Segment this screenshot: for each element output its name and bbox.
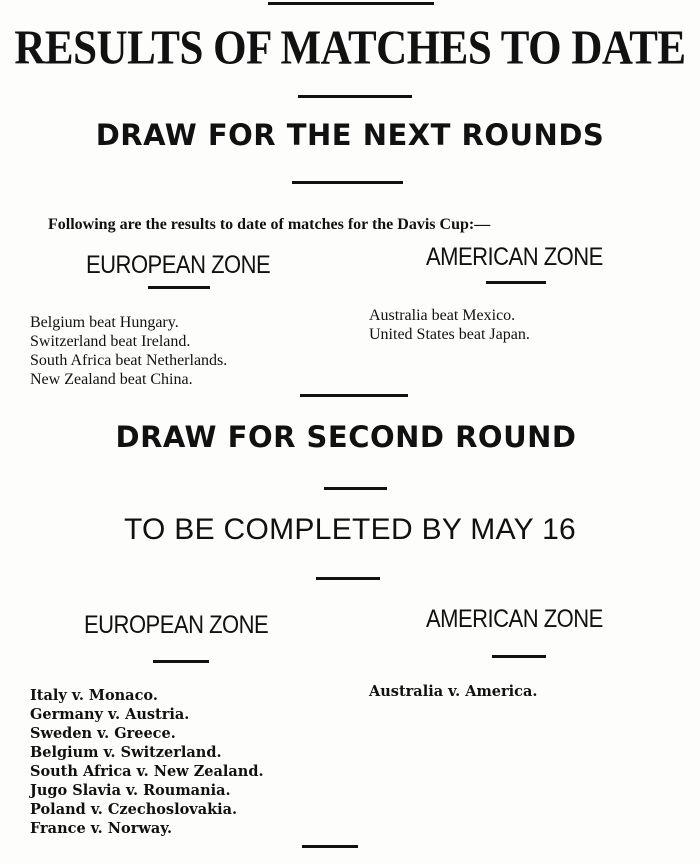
second-round-american-zone-heading: AMERICAN ZONE: [426, 604, 603, 633]
list-item: United States beat Japan.: [369, 326, 530, 343]
list-item: Poland v. Czechoslovakia.: [30, 801, 238, 818]
second-round-american-list: [369, 682, 537, 701]
results-european-zone-heading: EUROPEAN ZONE: [86, 250, 271, 279]
intro-text: Following are the results to date of matches for the Davis Cup:—: [48, 216, 491, 233]
list-item: France v. Norway.: [30, 820, 173, 837]
list-item: Australia beat Mexico.: [369, 307, 516, 324]
draw-next-heading: DRAW FOR THE NEXT ROUNDS: [95, 118, 605, 152]
list-item: Jugo Slavia v. Roumania.: [30, 782, 231, 799]
divider-rule: [148, 286, 210, 289]
completion-deck: TO BE COMPLETED BY MAY 16: [123, 513, 577, 546]
divider-rule: [486, 281, 546, 284]
divider-rule: [153, 660, 209, 663]
list-item: New Zealand beat China.: [30, 371, 193, 388]
list-item: Belgium beat Hungary.: [30, 314, 179, 331]
divider-rule: [300, 394, 408, 397]
results-american-list: [369, 306, 530, 344]
headline: RESULTS OF MATCHES TO DATE: [14, 22, 686, 75]
list-item: Australia v. America.: [369, 683, 538, 700]
second-round-european-zone-heading: EUROPEAN ZONE: [84, 610, 269, 639]
second-round-european-list: [30, 686, 264, 838]
divider-rule: [492, 655, 546, 658]
list-item: South Africa beat Netherlands.: [30, 352, 228, 369]
divider-rule: [316, 577, 380, 580]
second-round-heading: DRAW FOR SECOND ROUND: [115, 420, 577, 454]
results-european-list: [30, 313, 227, 389]
bottom-rule: [302, 845, 358, 848]
list-item: Italy v. Monaco.: [30, 687, 158, 704]
divider-rule: [298, 95, 412, 98]
list-item: Sweden v. Greece.: [30, 725, 176, 742]
list-item: Belgium v. Switzerland.: [30, 744, 222, 761]
divider-rule: [324, 487, 387, 490]
top-rule: [268, 2, 434, 5]
list-item: Switzerland beat Ireland.: [30, 333, 191, 350]
list-item: Germany v. Austria.: [30, 706, 190, 723]
results-american-zone-heading: AMERICAN ZONE: [426, 242, 603, 271]
divider-rule: [292, 181, 403, 184]
list-item: South Africa v. New Zealand.: [30, 763, 264, 780]
